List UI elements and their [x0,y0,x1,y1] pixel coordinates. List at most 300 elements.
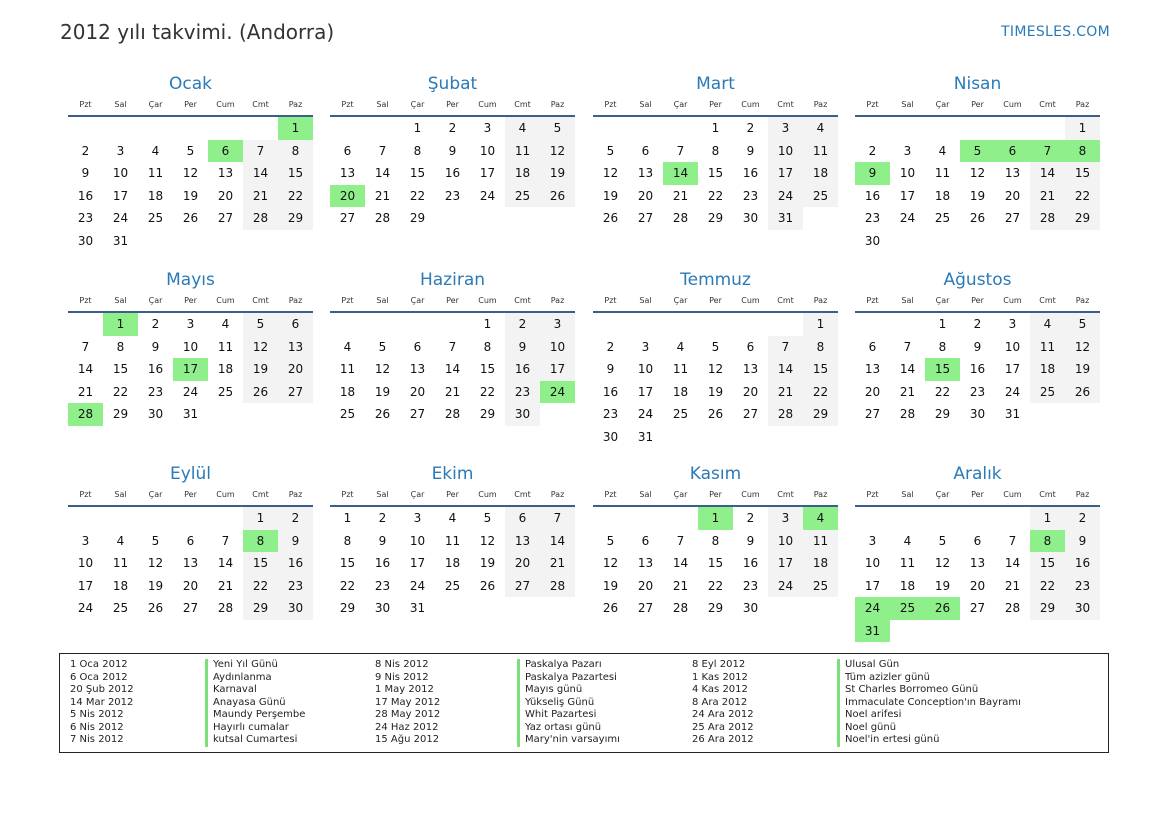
day-cell: 18 [1030,358,1065,381]
day-cell: 23 [969,384,986,399]
empty-cell [68,117,103,140]
day-cell: 27 [1004,211,1021,225]
day-cell: 25 [505,185,540,208]
weekday-label: Per [184,296,197,305]
weekday-label: Paz [1075,490,1090,499]
day-cell: 27 [505,575,540,598]
weekday-label: Pzt [604,490,617,499]
day-cell: 7 [540,507,575,530]
day-cell: 22 [1030,575,1065,598]
empty-cell [68,313,103,336]
day-cell: 16 [742,556,759,570]
legend-date: 24 Ara 2012 [692,709,754,720]
day-cell: 12 [479,533,496,548]
holiday-day-cell: 5 [960,140,995,163]
weekday-label: Sal [901,100,914,109]
legend-date: 8 Eyl 2012 [692,659,746,670]
day-cell: 6 [343,143,352,158]
day-cell: 26 [540,185,575,208]
day-cell: 19 [1065,358,1100,381]
weekday-header [330,486,575,504]
day-cell: 31 [409,601,426,615]
day-cell: 4 [448,511,457,525]
day-cell: 6 [278,313,313,336]
day-cell: 16 [147,362,164,376]
day-cell: 29 [1065,207,1100,230]
month-calendar [68,462,313,620]
weekday-header [68,96,313,114]
day-cell: 1 [938,317,947,331]
month-calendar [330,462,575,620]
empty-cell [663,313,698,336]
day-cell: 21 [77,384,94,399]
day-cell: 27 [339,211,356,225]
day-cell: 3 [186,317,195,331]
day-cell: 27 [409,407,426,421]
day-cell: 6 [868,339,877,354]
day-cell: 11 [672,362,689,376]
day-cell: 15 [1065,162,1100,185]
day-cell: 12 [374,362,391,376]
weekday-label: Cum [478,296,497,305]
empty-cell [400,313,435,336]
empty-cell [855,507,890,530]
empty-cell [1030,117,1065,140]
day-cell: 18 [803,162,838,185]
empty-cell [995,507,1030,530]
day-cell: 9 [973,339,982,354]
day-cell: 17 [540,358,575,381]
day-cell: 12 [602,166,619,180]
empty-cell [365,313,400,336]
weekday-label: Pzt [341,100,354,109]
day-cell: 11 [112,556,129,570]
month-calendar [855,462,1100,642]
legend-date: 28 May 2012 [375,709,441,720]
empty-cell [208,507,243,530]
day-cell: 8 [711,143,720,158]
day-cell: 23 [742,578,759,593]
legend-holiday-name: Yükseliş Günü [517,697,620,710]
empty-cell [628,507,663,530]
empty-cell [628,117,663,140]
day-cell: 7 [378,143,387,158]
weekday-label: Pzt [341,490,354,499]
legend-holiday-name: Noel arifesi [837,709,1021,722]
weekday-label: Per [184,100,197,109]
day-cell: 15 [803,358,838,381]
day-cell: 11 [803,140,838,163]
day-cell: 25 [147,211,164,225]
day-cell: 22 [479,384,496,399]
day-cell: 29 [707,601,724,615]
day-cell: 12 [1065,336,1100,359]
month-name: Aralık [953,464,1002,484]
day-cell: 18 [934,188,951,203]
weekday-label: Cum [478,100,497,109]
holiday-day-cell: 7 [1030,140,1065,163]
day-cell: 18 [112,578,129,593]
holiday-day-cell: 4 [803,507,838,530]
day-cell: 13 [1004,166,1021,180]
day-cell: 30 [77,233,94,248]
day-cell: 14 [672,556,689,570]
day-cell: 19 [182,188,199,203]
day-cell: 28 [243,207,278,230]
holiday-day-cell: 1 [103,313,138,336]
day-cell: 24 [112,211,129,225]
legend-holiday-name: Aydınlanma [205,672,305,685]
day-cell: 25 [112,601,129,615]
weekday-label: Cmt [252,296,269,305]
day-cell: 14 [1030,162,1065,185]
weekday-label: Cum [741,296,760,305]
weekday-label: Çar [935,100,950,109]
month-calendar [330,72,575,230]
day-cell: 30 [147,407,164,421]
empty-cell [890,117,925,140]
day-cell: 25 [339,407,356,421]
weekday-label: Sal [376,296,389,305]
month-name: Haziran [419,270,486,290]
month-name: Şubat [427,74,478,94]
day-cell: 8 [711,533,720,548]
legend-holiday-name: Anayasa Günü [205,697,305,710]
day-cell: 27 [864,407,881,421]
weekday-label: Sal [901,490,914,499]
day-cell: 21 [374,188,391,203]
day-cell: 21 [672,188,689,203]
weekday-label: Cum [741,100,760,109]
day-cell: 27 [637,211,654,225]
weekday-label: Pzt [866,100,879,109]
day-cell: 27 [637,601,654,615]
day-cell: 26 [182,211,199,225]
day-cell: 23 [374,578,391,593]
day-cell: 30 [742,211,759,225]
weekday-label: Çar [410,296,425,305]
weekday-label: Cmt [1039,296,1056,305]
day-cell: 14 [77,362,94,376]
day-cell: 2 [448,121,457,135]
day-cell: 4 [505,117,540,140]
empty-cell [890,313,925,336]
day-cell: 10 [768,140,803,163]
day-cell: 12 [969,166,986,180]
day-cell: 28 [1004,601,1021,615]
legend-names-column [837,659,1021,747]
day-cell: 31 [112,233,129,248]
day-cell: 30 [864,233,881,248]
day-cell: 26 [602,211,619,225]
day-cell: 19 [540,162,575,185]
day-cell: 28 [217,601,234,615]
legend-holiday-name: kutsal Cumartesi [205,734,305,747]
day-cell: 29 [707,211,724,225]
day-cell: 24 [77,601,94,615]
day-cell: 26 [602,601,619,615]
day-cell: 13 [278,336,313,359]
weekday-label: Çar [935,490,950,499]
legend-date: 4 Kas 2012 [692,684,748,695]
legend-date: 1 May 2012 [375,684,434,695]
day-cell: 7 [903,339,912,354]
day-cell: 29 [803,403,838,426]
month-name: Temmuz [680,270,751,290]
weekday-label: Çar [673,296,688,305]
day-cell: 4 [1030,313,1065,336]
day-cell: 19 [147,578,164,593]
day-cell: 1 [1030,507,1065,530]
day-cell: 23 [147,384,164,399]
day-cell: 29 [479,407,496,421]
legend-date: 20 Şub 2012 [70,684,134,695]
day-cell: 1 [343,511,352,525]
legend-holiday-name: Karnaval [205,684,305,697]
day-cell: 28 [899,407,916,421]
weekday-label: Sal [114,100,127,109]
day-cell: 3 [483,121,492,135]
month-name: Nisan [953,74,1002,94]
day-cell: 24 [768,185,803,208]
holiday-day-cell: 24 [540,381,575,404]
day-cell: 31 [1004,407,1021,421]
month-name: Ağustos [943,270,1012,290]
day-cell: 4 [938,143,947,158]
day-cell: 21 [768,381,803,404]
day-cell: 5 [606,143,615,158]
empty-cell [593,117,628,140]
legend-date: 9 Nis 2012 [375,671,429,683]
holiday-day-cell: 8 [243,530,278,553]
day-cell: 20 [637,188,654,203]
empty-cell [138,117,173,140]
weekday-label: Cum [216,296,235,305]
day-cell: 5 [1065,313,1100,336]
weekday-label: Paz [550,296,565,305]
weekday-label: Pzt [604,296,617,305]
day-cell: 21 [1004,578,1021,593]
holiday-day-cell: 25 [890,597,925,620]
day-cell: 3 [116,143,125,158]
day-cell: 16 [77,188,94,203]
day-cell: 25 [803,575,838,598]
day-cell: 23 [864,211,881,225]
day-cell: 18 [444,556,461,570]
empty-cell [663,117,698,140]
weekday-header [593,292,838,310]
day-cell: 24 [479,188,496,203]
day-cell: 26 [1065,381,1100,404]
day-cell: 30 [742,601,759,615]
day-cell: 2 [278,507,313,530]
day-cell: 14 [374,166,391,180]
day-cell: 21 [899,384,916,399]
day-cell: 23 [1065,575,1100,598]
day-cell: 16 [505,358,540,381]
legend-date: 25 Ara 2012 [692,721,754,733]
weekday-label: Cum [1003,296,1022,305]
legend-dates-column [692,659,754,747]
day-cell: 28 [672,211,689,225]
day-cell: 29 [112,407,129,421]
day-cell: 16 [278,552,313,575]
day-cell: 8 [938,339,947,354]
weekday-label: Cmt [514,490,531,499]
legend-date: 1 Kas 2012 [692,671,748,683]
day-grid [593,117,838,230]
holiday-day-cell: 8 [1065,140,1100,163]
weekday-label: Cum [1003,490,1022,499]
weekday-label: Cum [216,100,235,109]
day-cell: 11 [444,533,461,548]
day-cell: 19 [479,556,496,570]
weekday-label: Cmt [252,100,269,109]
holiday-day-cell: 28 [68,403,103,426]
day-cell: 29 [243,597,278,620]
month-name: Mayıs [166,270,215,290]
empty-cell [173,507,208,530]
legend-date: 15 Ağu 2012 [375,734,440,745]
day-cell: 9 [278,530,313,553]
site-link[interactable]: TIMESLES.COM [1001,24,1110,40]
legend-holiday-name: Paskalya Pazartesi [517,672,620,685]
weekday-label: Cmt [252,490,269,499]
holiday-day-cell: 26 [925,597,960,620]
day-cell: 23 [444,188,461,203]
day-cell: 18 [217,362,234,376]
holiday-day-cell: 1 [278,117,313,140]
day-grid [330,507,575,620]
empty-cell [855,117,890,140]
day-cell: 16 [742,166,759,180]
day-cell: 8 [343,533,352,548]
day-cell: 4 [221,317,230,331]
day-cell: 1 [1065,117,1100,140]
day-cell: 11 [147,166,164,180]
page-title: 2012 yılı takvimi. (Andorra) [60,20,335,44]
weekday-label: Paz [1075,100,1090,109]
day-cell: 4 [903,533,912,548]
day-cell: 9 [746,533,755,548]
empty-cell [733,313,768,336]
day-cell: 23 [77,211,94,225]
weekday-label: Cmt [777,490,794,499]
weekday-label: Per [709,100,722,109]
legend-date: 14 Mar 2012 [70,696,134,708]
day-cell: 2 [973,317,982,331]
weekday-header [68,292,313,310]
day-cell: 2 [81,143,90,158]
holiday-day-cell: 17 [173,358,208,381]
day-cell: 28 [1030,207,1065,230]
day-cell: 23 [602,407,619,421]
day-cell: 17 [768,552,803,575]
day-cell: 13 [339,166,356,180]
empty-cell [593,313,628,336]
day-cell: 9 [505,336,540,359]
day-cell: 2 [746,121,755,135]
weekday-label: Per [709,296,722,305]
weekday-label: Per [971,100,984,109]
day-cell: 20 [217,188,234,203]
day-cell: 20 [1004,188,1021,203]
legend-holiday-name: Mary'nin varsayımı [517,734,620,747]
month-calendar [855,72,1100,252]
day-cell: 5 [186,143,195,158]
holiday-day-cell: 8 [1030,530,1065,553]
empty-cell [593,507,628,530]
day-cell: 31 [768,207,803,230]
holiday-day-cell: 24 [855,597,890,620]
day-cell: 17 [899,188,916,203]
day-cell: 4 [116,533,125,548]
day-cell: 8 [803,336,838,359]
day-cell: 1 [483,317,492,331]
weekday-label: Paz [288,296,303,305]
day-cell: 12 [602,556,619,570]
day-cell: 10 [182,339,199,354]
day-cell: 22 [278,185,313,208]
day-cell: 16 [864,188,881,203]
legend-holiday-name: Paskalya Pazarı [517,659,620,672]
empty-cell [68,507,103,530]
day-cell: 28 [768,403,803,426]
weekday-label: Per [446,296,459,305]
day-cell: 5 [243,313,278,336]
day-cell: 22 [409,188,426,203]
day-cell: 20 [637,578,654,593]
day-cell: 2 [378,511,387,525]
day-grid [593,313,838,448]
weekday-header [855,292,1100,310]
weekday-label: Çar [410,490,425,499]
weekday-label: Sal [639,490,652,499]
day-cell: 11 [1030,336,1065,359]
day-cell: 3 [768,117,803,140]
day-cell: 6 [413,339,422,354]
day-cell: 6 [641,143,650,158]
day-cell: 27 [278,381,313,404]
empty-cell [768,313,803,336]
legend-date: 26 Ara 2012 [692,734,754,745]
weekday-label: Cmt [514,296,531,305]
month-calendar [68,268,313,426]
day-cell: 15 [707,166,724,180]
legend-holiday-name: Immaculate Conception'ın Bayramı [837,697,1021,710]
legend-holiday-name: St Charles Borromeo Günü [837,684,1021,697]
day-cell: 2 [505,313,540,336]
day-cell: 15 [112,362,129,376]
legend-holiday-name: Maundy Perşembe [205,709,305,722]
weekday-label: Per [709,490,722,499]
day-cell: 11 [217,339,234,354]
holiday-day-cell: 6 [208,140,243,163]
day-cell: 3 [540,313,575,336]
legend-date: 6 Nis 2012 [70,721,124,733]
day-cell: 3 [768,507,803,530]
day-cell: 12 [182,166,199,180]
day-cell: 6 [505,507,540,530]
legend-date: 6 Oca 2012 [70,671,128,683]
day-cell: 5 [378,339,387,354]
day-cell: 13 [217,166,234,180]
weekday-label: Pzt [866,296,879,305]
weekday-label: Pzt [604,100,617,109]
day-cell: 27 [217,211,234,225]
empty-cell [925,507,960,530]
weekday-header [593,486,838,504]
